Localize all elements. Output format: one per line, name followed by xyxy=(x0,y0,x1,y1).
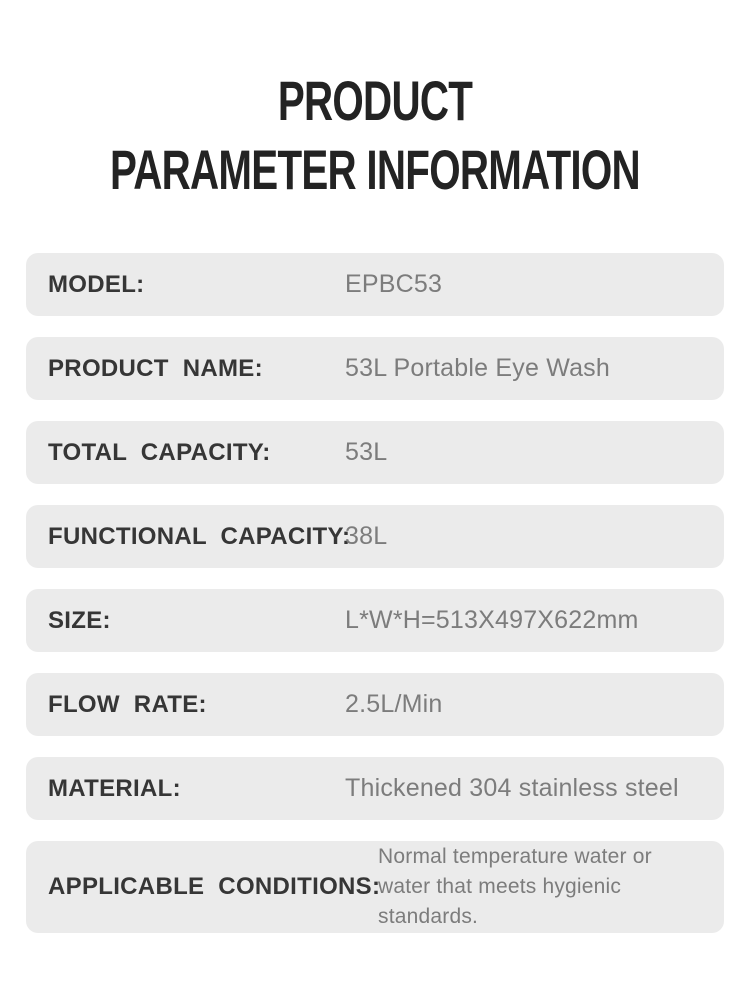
parameter-row-applicable-conditions xyxy=(26,841,724,933)
parameter-label-product-name: PRODUCT NAME: xyxy=(48,354,263,382)
page-title xyxy=(0,0,750,204)
parameter-label-applicable-conditions: APPLICABLE CONDITIONS: xyxy=(48,873,381,900)
parameter-value-model: EPBC53 xyxy=(345,270,443,298)
page-title-line1: PRODUCT xyxy=(277,69,473,132)
parameter-label-model: MODEL: xyxy=(48,270,145,298)
parameter-row-total-capacity xyxy=(26,421,724,484)
parameter-row-model xyxy=(26,253,724,316)
parameter-value-material: Thickened 304 stainless steel xyxy=(345,774,679,802)
parameter-row-functional-capacity xyxy=(26,505,724,568)
parameter-value-functional-capacity: 38L xyxy=(345,522,388,550)
parameter-row-size xyxy=(26,589,724,652)
parameter-row-material xyxy=(26,757,724,820)
parameter-row-product-name xyxy=(26,337,724,400)
parameter-table xyxy=(26,253,724,933)
parameter-value-applicable-conditions: Normal temperature water or water that meets hygienic standards. xyxy=(378,845,652,928)
parameter-label-material: MATERIAL: xyxy=(48,774,181,802)
parameter-label-size: SIZE: xyxy=(48,606,111,634)
parameter-label-total-capacity: TOTAL CAPACITY: xyxy=(48,438,271,466)
parameter-value-total-capacity: 53L xyxy=(345,438,388,466)
page-title-line2: PARAMETER INFORMATION xyxy=(110,138,640,201)
parameter-value-product-name: 53L Portable Eye Wash xyxy=(345,354,610,382)
parameter-value-size: L*W*H=513X497X622mm xyxy=(345,606,639,634)
parameter-label-functional-capacity: FUNCTIONAL CAPACITY: xyxy=(48,522,351,550)
parameter-value-flow-rate: 2.5L/Min xyxy=(345,690,443,718)
parameter-row-flow-rate xyxy=(26,673,724,736)
parameter-label-flow-rate: FLOW RATE: xyxy=(48,690,207,718)
